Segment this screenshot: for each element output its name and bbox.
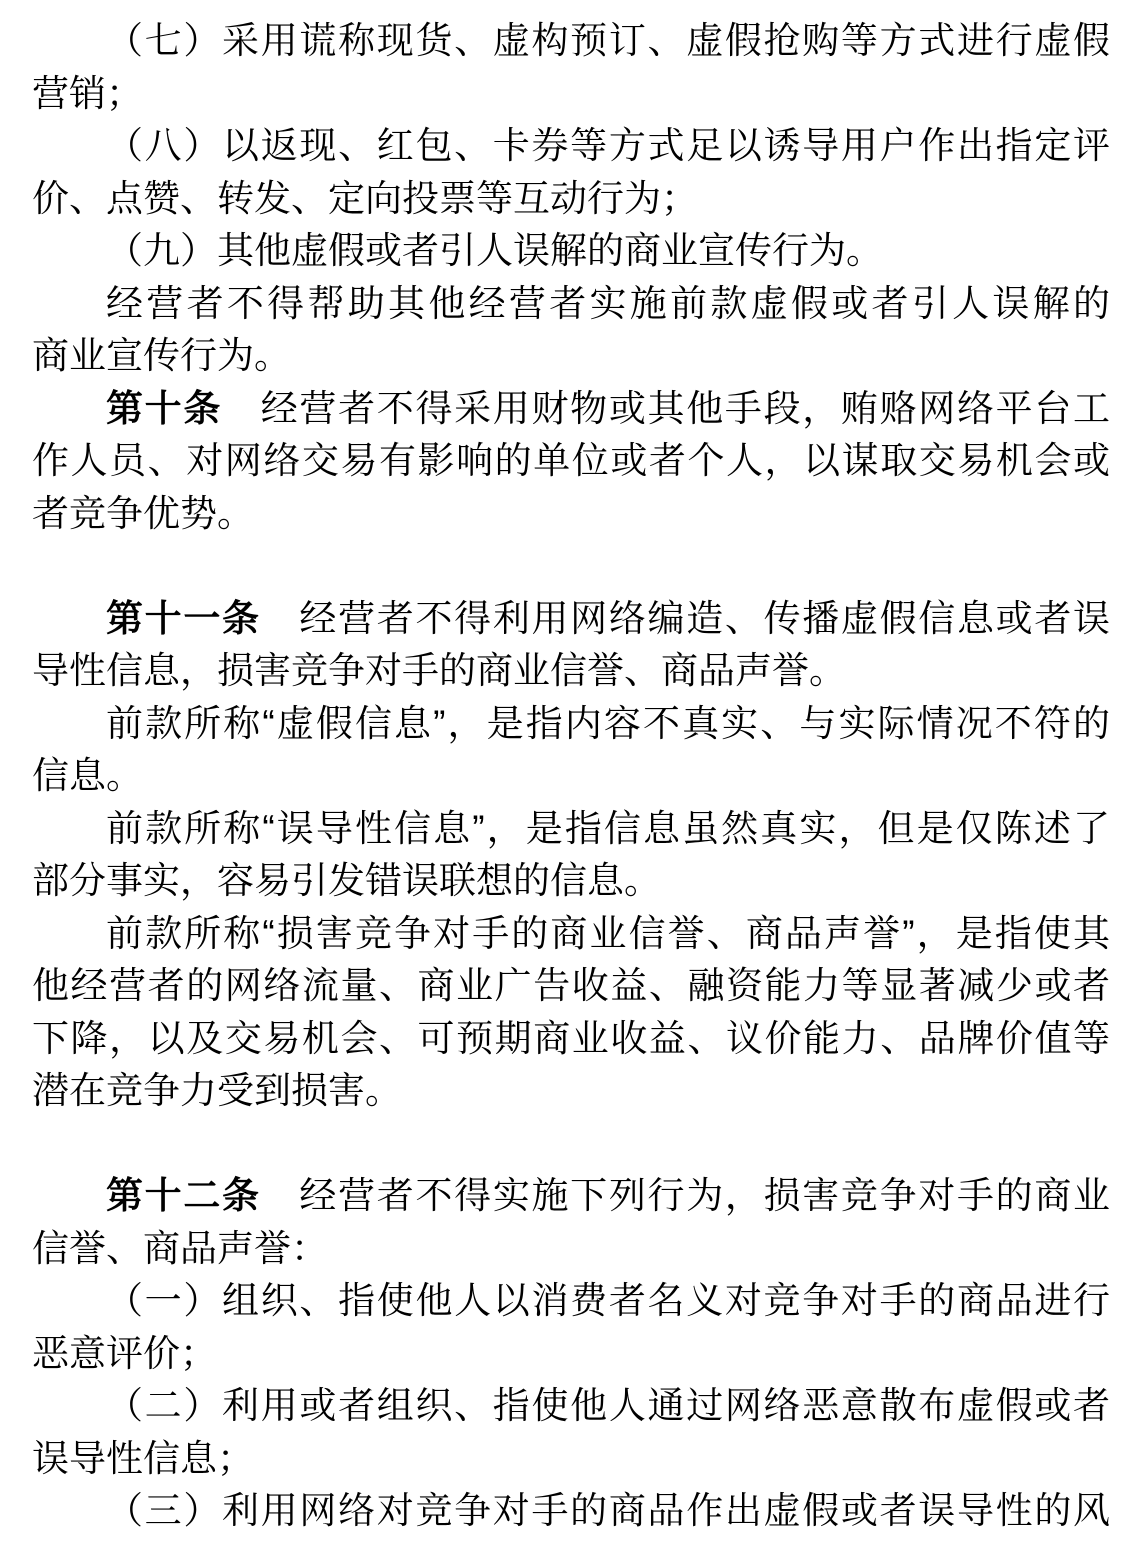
text-line — [32, 960, 1110, 1013]
text-run: 误导性信息； — [32, 1437, 254, 1479]
text-run: 恶意评价； — [32, 1332, 217, 1374]
text-run: 经营者不得实施下列行为，损害竞争对手的商业 — [260, 1175, 1110, 1216]
text-run: （三）利用网络对竞争对手的商品作出虚假或者误导性的风 — [106, 1490, 1110, 1531]
text-run: 价、点赞、转发、定向投票等互动行为； — [32, 177, 698, 219]
text-line — [32, 383, 1110, 436]
article-number-text: 第十一条 — [106, 597, 261, 639]
text-run: 信誉、商品声誉： — [32, 1227, 328, 1269]
text-run: 信息。 — [32, 755, 143, 796]
text-run: （二）利用或者组织、指使他人通过网络恶意散布虚假或者 — [106, 1385, 1110, 1426]
text-line — [32, 1065, 1110, 1118]
text-line — [32, 1380, 1110, 1433]
text-line — [32, 908, 1110, 961]
text-line — [32, 1433, 1110, 1486]
document-body — [32, 15, 1110, 1538]
text-line — [32, 1275, 1110, 1328]
text-line — [32, 225, 1110, 278]
text-run: 导性信息，损害竞争对手的商业信誉、商品声誉。 — [32, 650, 846, 691]
text-run: 营销； — [32, 72, 143, 114]
text-line — [32, 1485, 1110, 1538]
text-line — [32, 120, 1110, 173]
text-line — [32, 278, 1110, 331]
text-line — [32, 330, 1110, 383]
text-run: （八）以返现、红包、卡券等方式足以诱导用户作出指定评 — [106, 125, 1110, 166]
text-line — [32, 1223, 1110, 1276]
text-run: 他经营者的网络流量、商业广告收益、融资能力等显著减少或者 — [32, 965, 1110, 1006]
text-line — [32, 750, 1110, 803]
text-line — [32, 1013, 1110, 1066]
text-line — [32, 1328, 1110, 1381]
text-run: 经营者不得帮助其他经营者实施前款虚假或者引人误解的 — [106, 282, 1110, 324]
text-run: 经营者不得利用网络编造、传播虚假信息或者误 — [260, 597, 1110, 639]
text-run: 者竞争优势。 — [32, 492, 254, 534]
text-run: （七）采用谎称现货、虚构预订、虚假抢购等方式进行虚假 — [106, 20, 1110, 61]
text-run: 经营者不得采用财物或其他手段，贿赂网络平台工 — [222, 387, 1110, 429]
text-line — [32, 15, 1110, 68]
blank-line — [32, 540, 1110, 593]
text-line — [32, 698, 1110, 751]
text-run: 部分事实，容易引发错误联想的信息。 — [32, 860, 661, 901]
text-run: 前款所称“误导性信息”，是指信息虽然真实，但是仅陈述了 — [106, 807, 1110, 849]
text-line — [32, 1170, 1110, 1223]
text-run: （九）其他虚假或者引人误解的商业宣传行为。 — [106, 230, 883, 271]
article-number-text: 第十条 — [106, 387, 223, 429]
text-run: 商业宣传行为。 — [32, 335, 291, 376]
text-line — [32, 593, 1110, 646]
blank-line — [32, 1118, 1110, 1171]
text-run: 下降，以及交易机会、可预期商业收益、议价能力、品牌价值等 — [32, 1017, 1110, 1059]
text-line — [32, 488, 1110, 541]
text-run: 作人员、对网络交易有影响的单位或者个人，以谋取交易机会或 — [32, 440, 1110, 481]
text-line — [32, 173, 1110, 226]
text-run: （一）组织、指使他人以消费者名义对竞争对手的商品进行 — [106, 1280, 1110, 1321]
text-run: 前款所称“虚假信息”，是指内容不真实、与实际情况不符的 — [106, 702, 1110, 744]
text-line — [32, 645, 1110, 698]
text-line — [32, 803, 1110, 856]
text-line — [32, 855, 1110, 908]
text-run: 前款所称“损害竞争对手的商业信誉、商品声誉”，是指使其 — [106, 912, 1110, 954]
article-number-text: 第十二条 — [106, 1175, 261, 1216]
text-run: 潜在竞争力受到损害。 — [32, 1070, 402, 1111]
text-line — [32, 435, 1110, 488]
text-line — [32, 68, 1110, 121]
